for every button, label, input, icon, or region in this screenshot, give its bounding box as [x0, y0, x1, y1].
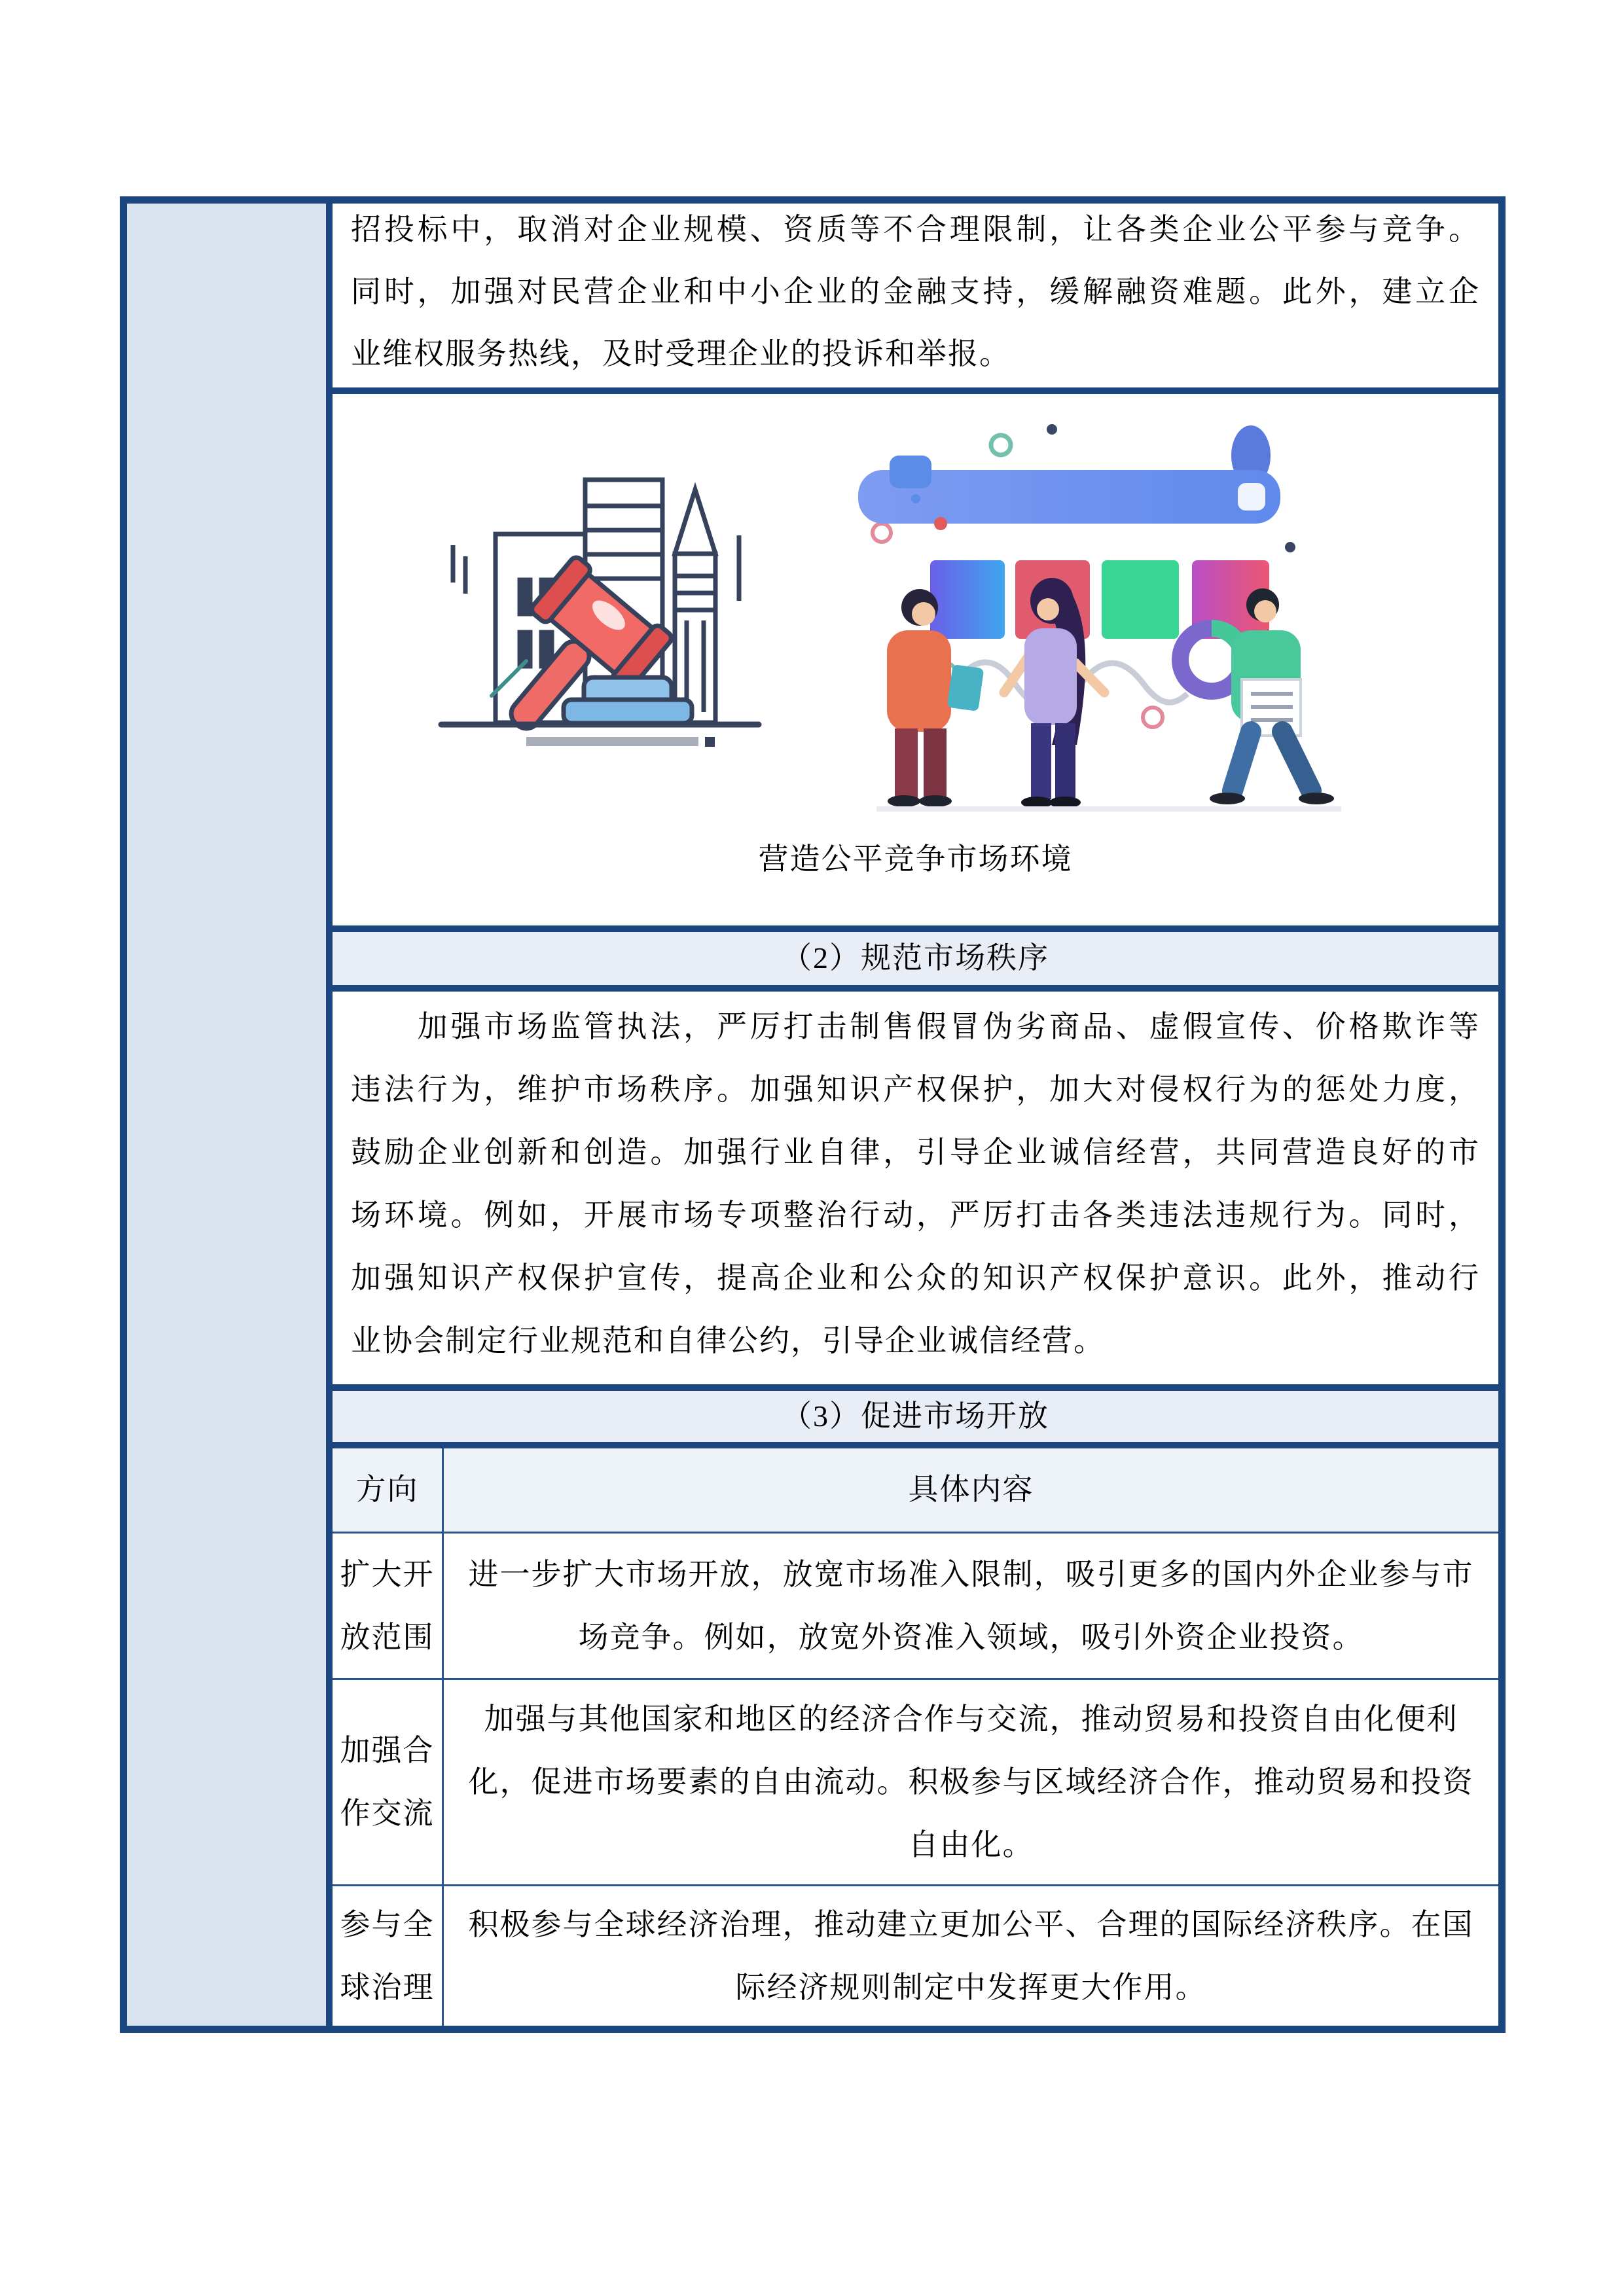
- nested-table: [333, 1448, 1498, 2026]
- figure-caption: 营造公平竞争市场环境: [758, 842, 1073, 876]
- text-line: 积极参与全球经济治理，推动建立更加公平、合理的国际经济秩序。在国: [468, 1907, 1474, 1941]
- text-line: 化，促进市场要素的自由流动。积极参与区域经济合作，推动贸易和投资: [468, 1765, 1474, 1799]
- text-line: 业维权服务热线，及时受理企业的投诉和举报。: [351, 337, 1011, 370]
- text-line: 违法行为，维护市场秩序。加强知识产权保护，加大对侵权行为的惩处力度，: [351, 1073, 1480, 1106]
- row3-direction: [333, 1886, 444, 2026]
- row1-content: [444, 1534, 1498, 1679]
- fair-competition-illustration: [392, 404, 1439, 836]
- table-row: [333, 1680, 1498, 1886]
- row2-content: [444, 1680, 1498, 1884]
- ground-lines-icon: [441, 725, 759, 747]
- row3-content: [444, 1886, 1498, 2026]
- table-row: [333, 1886, 1498, 2026]
- nested-table-header-row: [333, 1448, 1498, 1534]
- paragraph-cell-top: [333, 204, 1498, 394]
- content-column: [333, 204, 1498, 2026]
- text-line: 扩大开: [340, 1557, 435, 1591]
- figure-cell: [333, 394, 1498, 932]
- section3-header: （3）促进市场开放: [333, 1391, 1498, 1448]
- row1-direction: [333, 1534, 444, 1679]
- table-row: [333, 1534, 1498, 1681]
- text-line: 进一步扩大市场开放，放宽市场准入限制，吸引更多的国内外企业参与市: [468, 1557, 1474, 1591]
- text-line: 业协会制定行业规范和自律公约，引导企业诚信经营。: [351, 1324, 1105, 1357]
- column-header-direction: 方向: [333, 1448, 444, 1532]
- text-line: 放范围: [340, 1620, 435, 1654]
- sidebar-cell: [127, 204, 333, 2026]
- text-line: 加强市场监管执法，严厉打击制售假冒伪劣商品、虚假宣传、价格欺诈等: [351, 1010, 1480, 1043]
- paragraph-top-lines: [351, 204, 1480, 385]
- text-line: 招投标中，取消对企业规模、资质等不合理限制，让各类企业公平参与竞争。: [351, 213, 1480, 246]
- text-line: 场环境。例如，开展市场专项整治行动，严厉打击各类违法违规行为。同时，: [351, 1198, 1480, 1232]
- text-line: 加强合: [340, 1734, 435, 1768]
- text-line: 际经济规则制定中发挥更大作用。: [735, 1970, 1207, 2004]
- text-line: 场竞争。例如，放宽外资准入领域，吸引外资企业投资。: [578, 1620, 1364, 1654]
- sound-block-icon: [564, 677, 692, 723]
- section2-header: （2）规范市场秩序: [333, 932, 1498, 992]
- text-line: 加强知识产权保护宣传，提高企业和公众的知识产权保护意识。此外，推动行: [351, 1261, 1480, 1295]
- text-line: 球治理: [340, 1970, 435, 2004]
- text-line: 参与全: [340, 1907, 435, 1941]
- text-line: 鼓励企业创新和创造。加强行业自律，引导企业诚信经营，共同营造良好的市: [351, 1136, 1480, 1169]
- text-line: 作交流: [340, 1797, 435, 1831]
- document-table: [120, 196, 1506, 2033]
- column-header-detail-text: 具体内容: [908, 1473, 1034, 1507]
- paragraph-cell-section2: [333, 992, 1498, 1391]
- section2-paragraph-lines: [351, 996, 1480, 1372]
- text-line: 同时，加强对民营企业和中小企业的金融支持，缓解融资难题。此外，建立企: [351, 275, 1480, 308]
- column-header-detail: [444, 1448, 1498, 1532]
- text-line: 自由化。: [908, 1828, 1034, 1862]
- text-line: 加强与其他国家和地区的经济合作与交流，推动贸易和投资自由化便利: [484, 1702, 1458, 1736]
- row2-direction: [333, 1680, 444, 1884]
